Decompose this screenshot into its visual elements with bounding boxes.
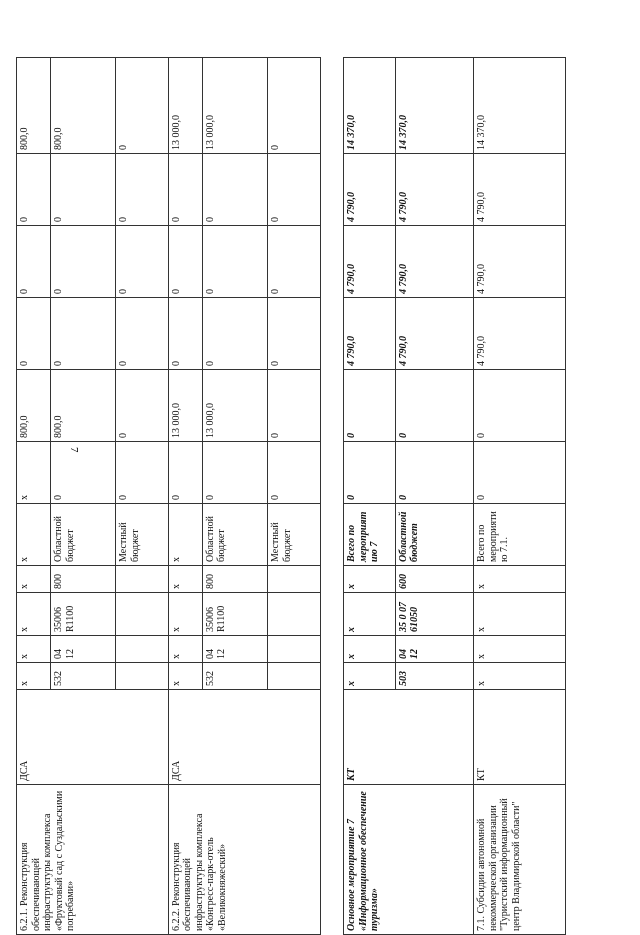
value-2015: 13 000,0 — [168, 370, 202, 442]
executor-cell: КТ — [344, 690, 474, 785]
vr-cell: x — [474, 566, 566, 593]
source-cell: Областной бюджет — [395, 504, 474, 566]
csr-cell: 35006 R1100 — [51, 593, 116, 636]
source-cell: x — [17, 504, 51, 566]
value-2018: 4 790,0 — [474, 154, 566, 226]
csr-cell: x — [344, 593, 396, 636]
rotated-table-wrapper — [16, 58, 566, 935]
value-2017: 0 — [202, 226, 267, 298]
executor-cell: ДСА — [17, 690, 169, 785]
vr-cell: 800 — [202, 566, 267, 593]
csr-cell — [268, 593, 320, 636]
value-2018: 0 — [168, 154, 202, 226]
value-2014: 0 — [344, 442, 396, 504]
value-2017: 0 — [168, 226, 202, 298]
vr-cell — [116, 566, 168, 593]
value-2016: 0 — [116, 298, 168, 370]
value-2015: 800,0 — [17, 370, 51, 442]
section-cell — [116, 636, 168, 663]
source-cell: Областной бюджет — [51, 504, 116, 566]
value-2016: 0 — [168, 298, 202, 370]
section-cell: x — [17, 636, 51, 663]
csr-cell: 35006 R1100 — [202, 593, 267, 636]
value-2017: 4 790,0 — [474, 226, 566, 298]
value-2016: 0 — [202, 298, 267, 370]
section-cell: 04 12 — [202, 636, 267, 663]
value-2015: 13 000,0 — [202, 370, 267, 442]
value-total: 800,0 — [17, 58, 51, 154]
value-2015: 0 — [344, 370, 396, 442]
grbs-cell: x — [344, 663, 396, 690]
vr-cell — [268, 566, 320, 593]
value-total: 0 — [116, 58, 168, 154]
value-2016: 4 790,0 — [474, 298, 566, 370]
value-2014: 0 — [116, 442, 168, 504]
table-row — [344, 58, 396, 935]
value-total: 800,0 — [51, 58, 116, 154]
csr-cell: x — [17, 593, 51, 636]
value-2016: 4 790,0 — [344, 298, 396, 370]
table-row — [17, 58, 51, 935]
value-2017: 0 — [116, 226, 168, 298]
csr-cell: 35 0 07 61050 — [395, 593, 474, 636]
value-total: 13 000,0 — [202, 58, 267, 154]
gap-cell — [320, 58, 344, 935]
grbs-cell — [268, 663, 320, 690]
vr-cell: 800 — [51, 566, 116, 593]
value-2015: 800,0 — [51, 370, 116, 442]
value-2017: 4 790,0 — [344, 226, 396, 298]
measure-name-cell: Основное мероприятие 7 «Информационное обеспечение туризма» — [344, 785, 474, 935]
value-2016: 0 — [268, 298, 320, 370]
value-2018: 0 — [116, 154, 168, 226]
section-cell: x — [168, 636, 202, 663]
grbs-cell — [116, 663, 168, 690]
table-row — [474, 58, 566, 935]
value-2016: 0 — [17, 298, 51, 370]
section-cell: 04 12 — [51, 636, 116, 663]
grbs-cell: x — [17, 663, 51, 690]
csr-cell: x — [168, 593, 202, 636]
vr-cell: x — [17, 566, 51, 593]
value-2014: 0 — [51, 442, 116, 504]
csr-cell — [116, 593, 168, 636]
value-2017: 0 — [268, 226, 320, 298]
value-2015: 0 — [474, 370, 566, 442]
section-cell: x — [474, 636, 566, 663]
table-body — [17, 58, 566, 935]
value-2018: 0 — [17, 154, 51, 226]
value-2014: 0 — [268, 442, 320, 504]
value-2014: 0 — [395, 442, 474, 504]
value-2014: 0 — [202, 442, 267, 504]
measure-name-cell: 7.1. Субсидии автономной некоммерческой организации "Туристский информационный центр Владимирской области" — [474, 785, 566, 935]
value-total: 13 000,0 — [168, 58, 202, 154]
source-cell: Областной бюджет — [202, 504, 267, 566]
source-cell: Местный бюджет — [116, 504, 168, 566]
measure-name-cell: 6.2.1. Реконструкция обеспечивающей инфраструктуры комплекса «Фруктовый сад с Суздальскими погребами» — [17, 785, 169, 935]
value-2014: x — [17, 442, 51, 504]
value-2016: 4 790,0 — [395, 298, 474, 370]
value-2015: 0 — [116, 370, 168, 442]
value-2018: 4 790,0 — [344, 154, 396, 226]
value-total: 14 370,0 — [344, 58, 396, 154]
value-2018: 4 790,0 — [395, 154, 474, 226]
grbs-cell: 532 — [202, 663, 267, 690]
vr-cell: x — [168, 566, 202, 593]
value-2015: 0 — [268, 370, 320, 442]
grbs-cell: 532 — [51, 663, 116, 690]
source-cell: x — [168, 504, 202, 566]
value-total: 14 370,0 — [474, 58, 566, 154]
value-total: 14 370,0 — [395, 58, 474, 154]
budget-table — [16, 57, 566, 935]
value-2017: 0 — [51, 226, 116, 298]
value-2018: 0 — [51, 154, 116, 226]
value-2014: 0 — [474, 442, 566, 504]
value-2016: 0 — [51, 298, 116, 370]
grbs-cell: 503 — [395, 663, 474, 690]
executor-cell: ДСА — [168, 690, 320, 785]
value-2017: 4 790,0 — [395, 226, 474, 298]
source-cell: Местный бюджет — [268, 504, 320, 566]
grbs-cell: x — [168, 663, 202, 690]
vr-cell: x — [344, 566, 396, 593]
value-2018: 0 — [268, 154, 320, 226]
source-cell: Всего по мероприятию 7 — [344, 504, 396, 566]
section-cell: x — [344, 636, 396, 663]
source-cell: Всего по мероприятию 7.1. — [474, 504, 566, 566]
value-total: 0 — [268, 58, 320, 154]
table-row — [168, 58, 202, 935]
vr-cell: 600 — [395, 566, 474, 593]
section-cell — [268, 636, 320, 663]
executor-cell: КТ — [474, 690, 566, 785]
value-2017: 0 — [17, 226, 51, 298]
page-number: 7 — [68, 447, 80, 453]
grbs-cell: x — [474, 663, 566, 690]
csr-cell: x — [474, 593, 566, 636]
section-cell: 04 12 — [395, 636, 474, 663]
value-2015: 0 — [395, 370, 474, 442]
value-2014: 0 — [168, 442, 202, 504]
measure-name-cell: 6.2.2. Реконструкция обеспечивающей инфраструктуры комплекса «Конгресс-парк-отель «Великокняжеский» — [168, 785, 320, 935]
row-gap — [320, 58, 344, 935]
value-2018: 0 — [202, 154, 267, 226]
